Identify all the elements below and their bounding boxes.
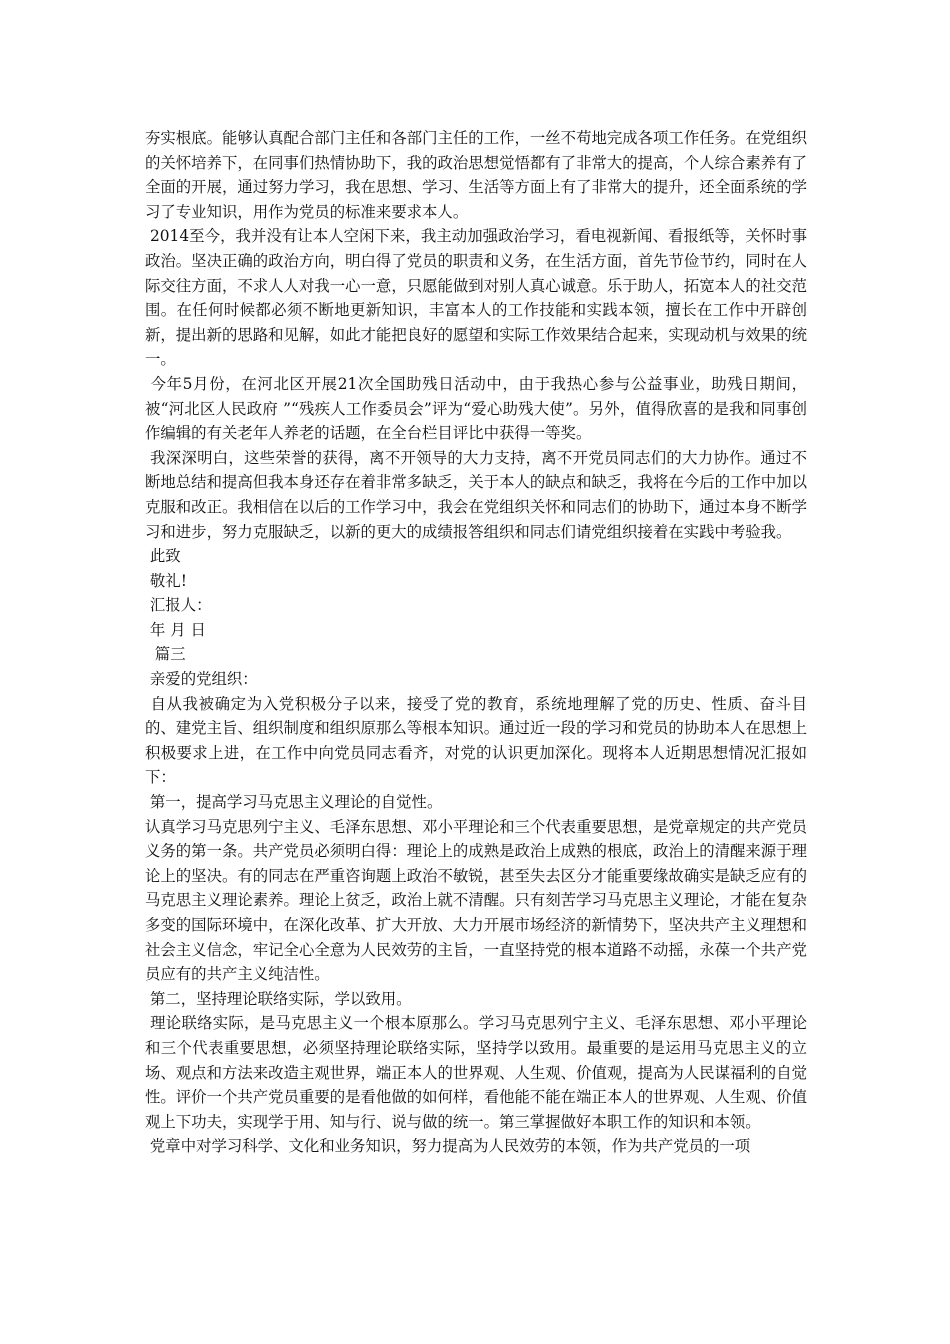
paragraph-last: 党章中对学习科学、文化和业务知识，努力提高为人民效劳的本领，作为共产党员的一项 [145,1137,751,1156]
point-one-body: 认真学习马克思列宁主义、毛泽东思想、邓小平理论和三个代表重要思想，是党章规定的共产党员义务的第一条。共产党员必须明白得：理论上的成熟是政治上成熟的根底，政治上的清醒来源于理论上的坚决。有的同志在严重咨询题上政治不敏锐，甚至失去区分才能重要缘故确实是缺乏应有的马克思主义理论素养。理论上贫乏，政治上就不清醒。只有刻苦学习马克思主义理论，才能在复杂多变的国际环境中，在深化改革、扩大开放、大力开展市场经济的新情势下，坚决共产主义理想和社会主义信念，牢记全心全意为人民效劳的主旨，一直坚持党的根本道路不动摇，永葆一个共产党员应有的共产主义纯洁性。 [145,817,807,984]
closing-salute: 敬礼! [145,571,187,590]
paragraph-2: 2014至今，我并没有让本人空闲下来，我主动加强政治学习，看电视新闻、看报纸等，关怀时事政治。坚决正确的政治方向，明白得了党员的职责和义务，在生活方面，首先节俭节约，同时在人际交往方面，不求人人对我一心一意，只愿能做到对别人真心诚意。乐于助人，拓宽本人的社交范围。在任何时候都必须不断地更新知识，丰富本人的工作技能和实践本领，擅长在工作中开辟创新，提出新的思路和见解，如此才能把良好的愿望和实际工作效果结合起来，实现动机与效果的统一。 [145,227,807,369]
point-two-body: 理论联络实际，是马克思主义一个根本原那么。学习马克思列宁主义、毛泽东思想、邓小平理论和三个代表重要思想，必须坚持理论联络实际，坚持学以致用。最重要的是运用马克思主义的立场、观点和方法来改造主观世界，端正本人的世界观、人生观、价值观，提高为人民谋福利的自觉性。评价一个共产党员重要的是看他做的如何样，看他能不能在端正本人的世界观、人生观、价值观上下功夫，实现学于用、知与行、说与做的统一。第三掌握做好本职工作的知识和本领。 [145,1014,807,1131]
date-line: 年 月 日 [145,620,206,639]
point-one-heading: 第一，提高学习马克思主义理论的自觉性。 [145,793,443,812]
paragraph-4: 我深深明白，这些荣誉的获得，离不开领导的大力支持，离不开党员同志们的大力协作。通过不断地总结和提高但我本身还存在着非常多缺乏，关于本人的缺点和缺乏，我将在今后的工作中加以克服和改正。我相信在以后的工作学习中，我会在党组织关怀和同志们的协助下，通过本身不断学习和进步，努力克服缺乏，以新的更大的成绩报答组织和同志们请党组织接着在实践中考验我。 [145,448,807,541]
point-two-heading: 第二，坚持理论联络实际，学以致用。 [145,989,412,1008]
paragraph-intro: 自从我被确定为入党积极分子以来，接受了党的教育，系统地理解了党的历史、性质、奋斗目的、建党主旨、组织制度和组织原那么等根本知识。通过近一段的学习和党员的协助本人在思想上积极要求上进，在工作中向党员同志看齐，对党的认识更加深化。现将本人近期思想情况汇报如下： [145,694,807,787]
section-heading: 篇三 [145,645,186,664]
salutation: 亲爱的党组织： [145,670,258,689]
reporter-label: 汇报人： [145,596,212,615]
document-body [145,126,807,1159]
paragraph-3: 今年5月份，在河北区开展21次全国助残日活动中，由于我热心参与公益事业，助残日期间，被“河北区人民政府 ”“残疾人工作委员会”评为“爱心助残大使”。另外，值得欣喜的是我和同事创作编辑的有关老年人养老的话题，在全台栏目评比中获得一等奖。 [145,374,807,443]
paragraph-1: 夯实根底。能够认真配合部门主任和各部门主任的工作，一丝不苟地完成各项工作任务。在党组织的关怀培养下，在同事们热情协助下，我的政治思想觉悟都有了非常大的提高，个人综合素养有了全面的开展，通过努力学习，我在思想、学习、生活等方面上有了非常大的提升，还全面系统的学习了专业知识，用作为党员的标准来要求本人。 [145,129,807,221]
closing-greeting: 此致 [145,547,181,566]
